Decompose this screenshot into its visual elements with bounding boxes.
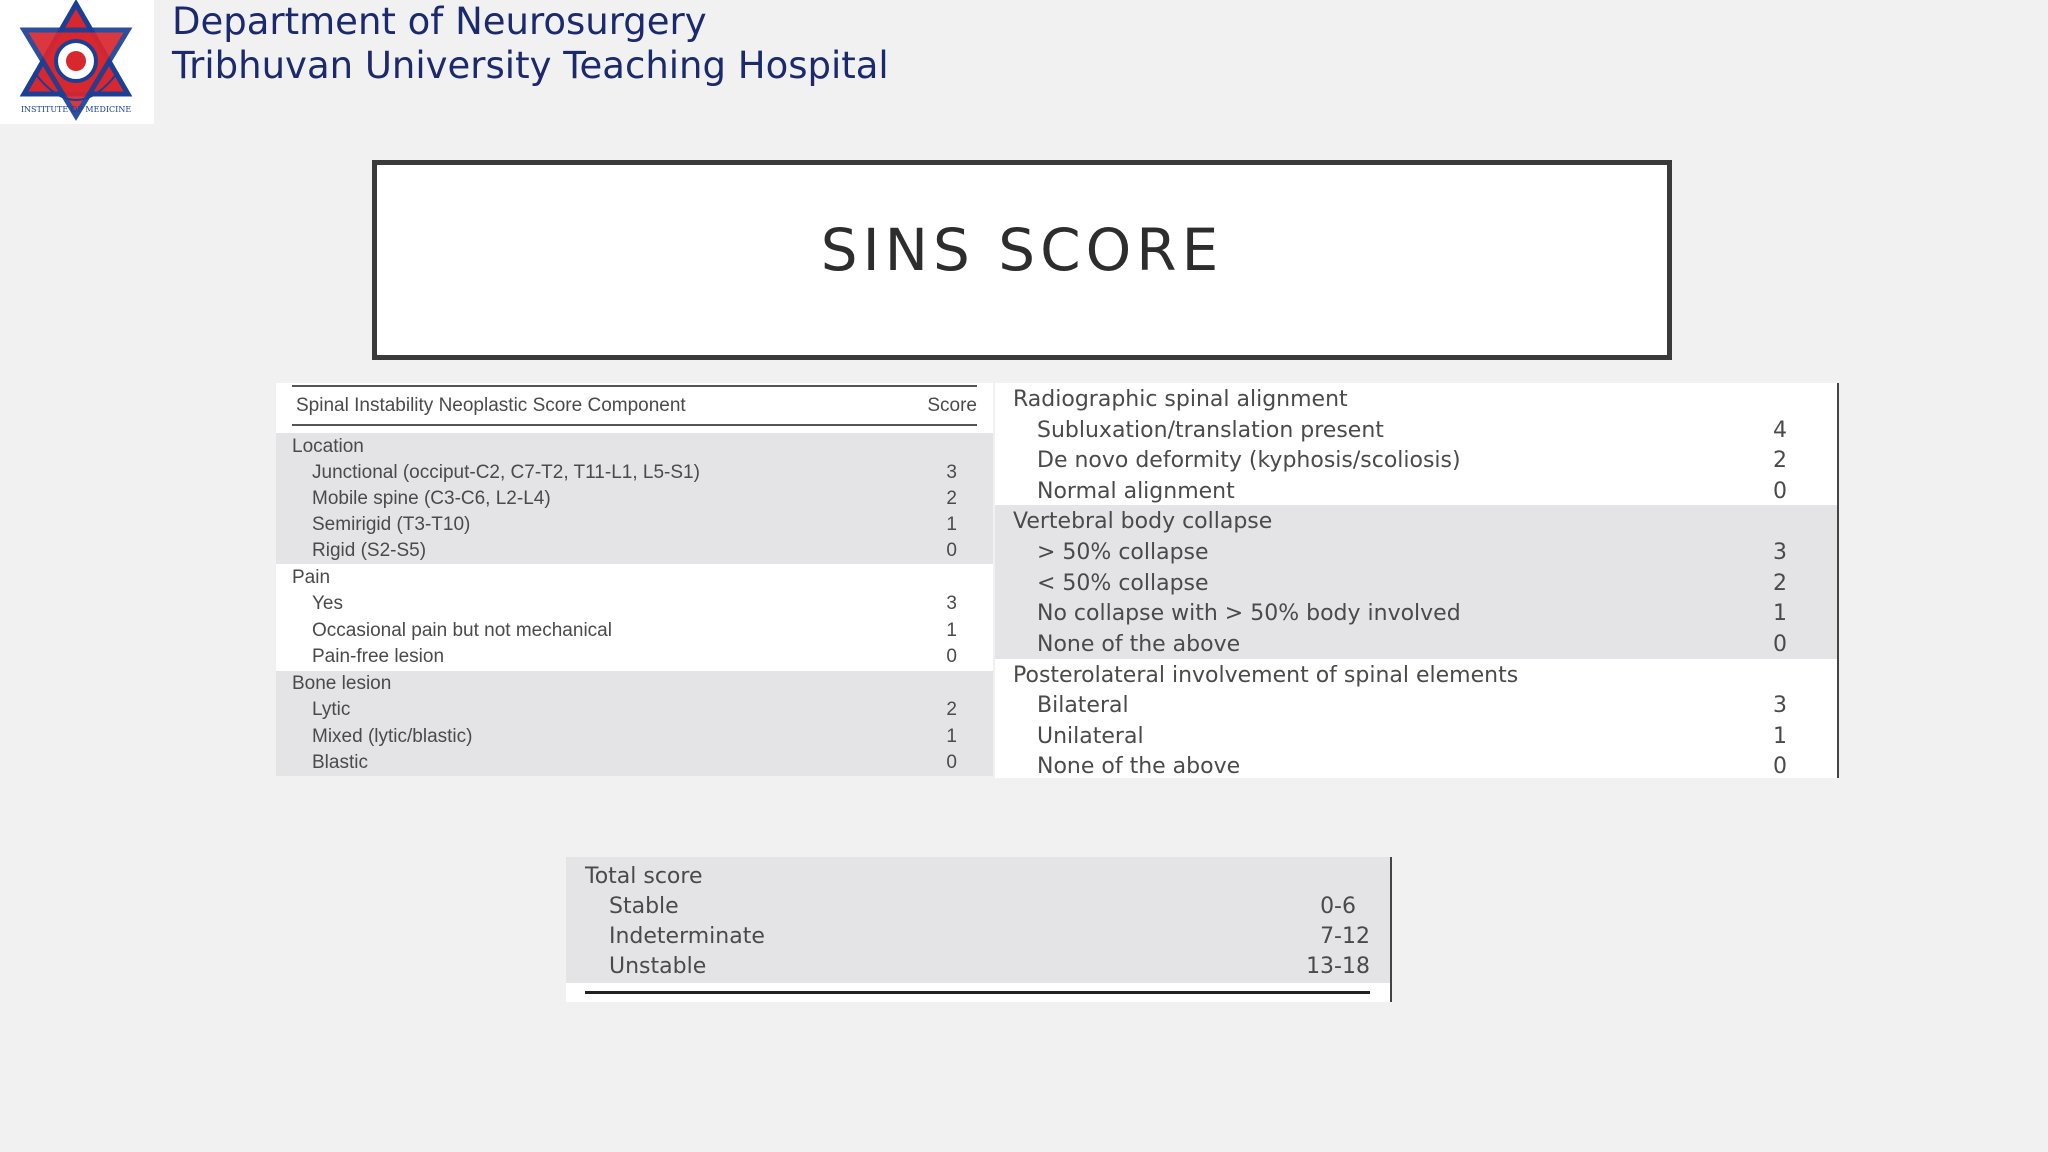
item-score: 1 (946, 514, 957, 535)
table-row (276, 486, 993, 512)
item-label: De novo deformity (kyphosis/scoliosis) (1037, 448, 1461, 473)
group-row-posterolateral (995, 661, 1837, 691)
table-row (995, 630, 1837, 660)
title-box (372, 160, 1672, 360)
svg-text:INSTITUTE OF MEDICINE: INSTITUTE OF MEDICINE (20, 105, 132, 114)
group-label: Location (292, 436, 364, 457)
table-row (566, 892, 1390, 922)
table-row (276, 538, 993, 564)
group-label: Posterolateral involvement of spinal elements (1013, 663, 1519, 688)
table-row (995, 722, 1837, 752)
table-row (276, 697, 993, 723)
table-top-rule (292, 385, 977, 387)
group-label: Vertebral body collapse (1013, 509, 1273, 534)
hospital-name: Tribhuvan University Teaching Hospital (172, 44, 889, 87)
hospital-logo (0, 0, 154, 124)
institute-of-medicine-star-logo-icon (14, 0, 138, 122)
table-header-rule (292, 424, 977, 426)
slide-title: SINS SCORE (820, 216, 1224, 284)
table-row (276, 591, 993, 617)
item-range: 0-6 (1320, 894, 1356, 919)
item-score: 1 (946, 620, 957, 641)
sins-components-table-left (276, 383, 993, 776)
table-row (276, 512, 993, 538)
table-row (566, 952, 1390, 982)
item-score: 0 (1773, 754, 1787, 779)
item-label: Mobile spine (C3-C6, L2-L4) (312, 488, 551, 509)
item-label: Stable (609, 894, 679, 919)
item-score: 3 (1773, 693, 1787, 718)
table-row (995, 599, 1837, 629)
table-row (995, 416, 1837, 446)
item-label: Yes (312, 593, 343, 614)
table-row (276, 618, 993, 644)
item-score: 2 (946, 699, 957, 720)
item-label: Normal alignment (1037, 479, 1235, 504)
item-label: Mixed (lytic/blastic) (312, 726, 473, 747)
item-label: Junctional (occiput-C2, C7-T2, T11-L1, L5-S1) (312, 462, 700, 483)
item-score: 1 (1773, 601, 1787, 626)
department-name: Department of Neurosurgery (172, 0, 707, 43)
table-row (276, 724, 993, 750)
item-label: > 50% collapse (1037, 540, 1209, 565)
table-row (995, 538, 1837, 568)
item-label: Indeterminate (609, 924, 765, 949)
item-range: 7-12 (1320, 924, 1370, 949)
item-label: No collapse with > 50% body involved (1037, 601, 1461, 626)
group-label: Bone lesion (292, 673, 392, 694)
table-row (995, 477, 1837, 507)
item-score: 2 (1773, 571, 1787, 596)
item-score: 3 (1773, 540, 1787, 565)
table-row (276, 644, 993, 670)
item-label: Occasional pain but not mechanical (312, 620, 612, 641)
table-row (995, 446, 1837, 476)
item-score: 0 (946, 540, 957, 561)
table-row (276, 460, 993, 486)
item-score: 0 (946, 752, 957, 773)
table-row (995, 569, 1837, 599)
item-score: 1 (1773, 724, 1787, 749)
item-range: 13-18 (1306, 954, 1370, 979)
column-header-component: Spinal Instability Neoplastic Score Component (296, 395, 686, 416)
item-score: 1 (946, 726, 957, 747)
item-label: None of the above (1037, 632, 1241, 657)
total-score-label: Total score (585, 864, 703, 889)
item-score: 0 (1773, 632, 1787, 657)
group-row-vertebral-collapse (995, 507, 1837, 537)
item-label: Unstable (609, 954, 707, 979)
item-label: Bilateral (1037, 693, 1129, 718)
item-label: Unilateral (1037, 724, 1144, 749)
item-label: Rigid (S2-S5) (312, 540, 427, 561)
item-score: 0 (1773, 479, 1787, 504)
item-score: 2 (1773, 448, 1787, 473)
total-score-table (566, 857, 1392, 1002)
group-row-alignment (995, 385, 1837, 415)
group-row-bone-lesion (276, 671, 993, 697)
table-row (995, 691, 1837, 721)
item-score: 3 (946, 593, 957, 614)
sins-components-table-right (995, 383, 1839, 778)
item-score: 2 (946, 488, 957, 509)
item-label: Pain-free lesion (312, 646, 445, 667)
group-row-location (276, 434, 993, 460)
item-score: 0 (946, 646, 957, 667)
group-label: Pain (292, 567, 331, 588)
table-bottom-rule (585, 991, 1370, 994)
item-score: 3 (946, 462, 957, 483)
table-row (995, 752, 1837, 782)
item-label: Subluxation/translation present (1037, 418, 1384, 443)
item-label: Lytic (312, 699, 351, 720)
table-row (566, 922, 1390, 952)
total-score-header-row (566, 862, 1390, 892)
column-header-score: Score (927, 395, 977, 416)
item-label: Blastic (312, 752, 368, 773)
item-label: Semirigid (T3-T10) (312, 514, 471, 535)
item-label: < 50% collapse (1037, 571, 1209, 596)
group-label: Radiographic spinal alignment (1013, 387, 1348, 412)
item-score: 4 (1773, 418, 1787, 443)
group-row-pain (276, 565, 993, 591)
table-row (276, 750, 993, 776)
item-label: None of the above (1037, 754, 1241, 779)
